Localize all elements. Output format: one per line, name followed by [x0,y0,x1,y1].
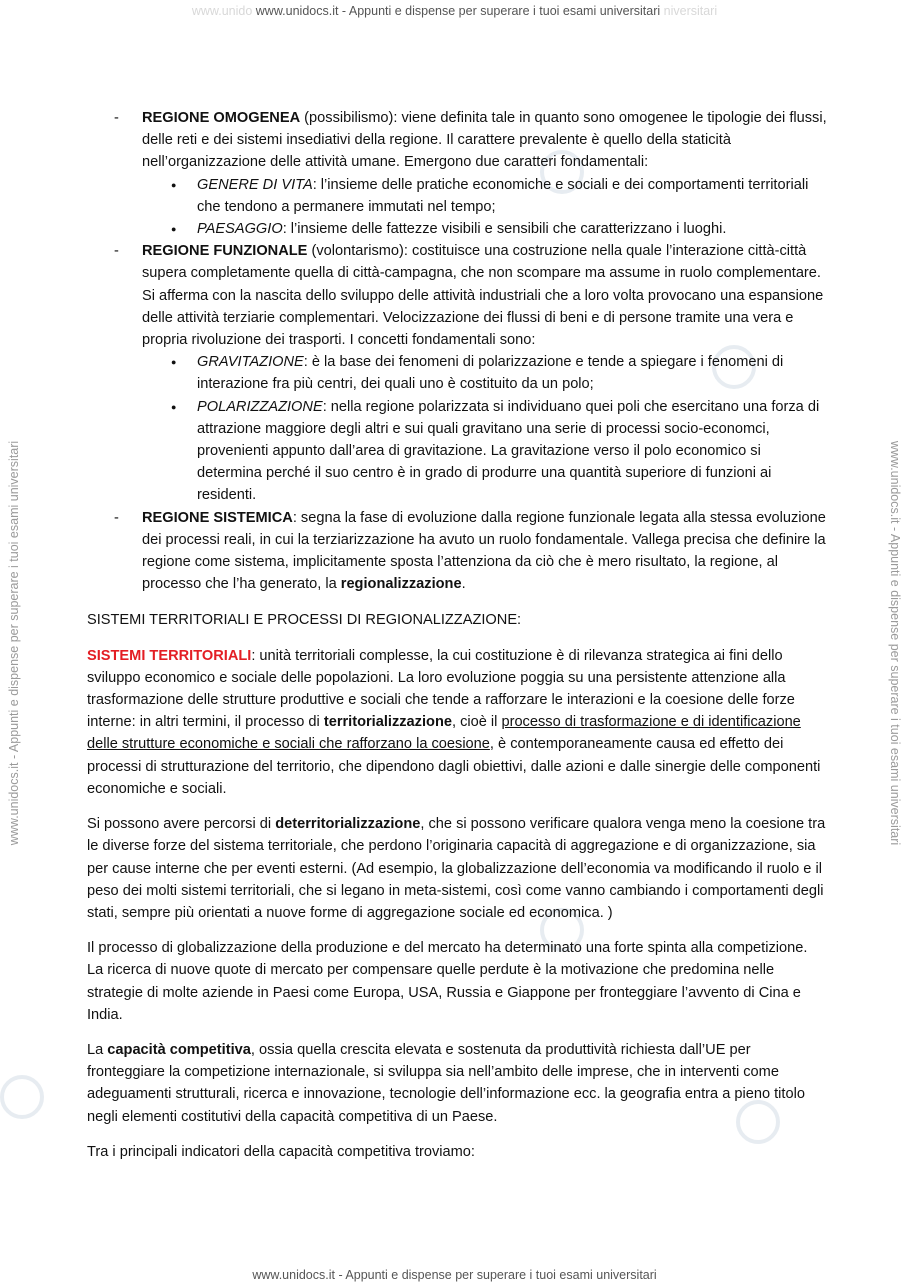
dash-marker: - [114,509,119,526]
bullet-paesaggio [142,218,827,240]
bullet-genere-di-vita [142,174,827,218]
text-regione-omogenea: (possibilismo): viene definita tale in quanto sono omogenee le tipologie dei flussi, delle reti e dei sistemi insediativi della regione. Il carattere prevalente è quello della staticità nell’organizzazione delle attività umane. Emergono due caratteri fondamentali: [142,110,827,171]
header-ghost-left: www.unido [191,4,253,18]
bullet-list-funzionale [87,351,827,506]
term-capacita-competitiva: capacità competitiva [107,1041,251,1058]
page-footer [0,1268,909,1282]
footer-text[interactable]: www.unidocs.it - Appunti e dispense per superare i tuoi esami universitari [252,1268,657,1282]
text-p2-b: , che si possono verificare qualora venga meno la coesione tra le diverse forze del sistema territoriale, che perdono l’originaria capacità di aggregazione e di organizzazione, sia per cause interne che per eventi esterni. (Ad esempio, la globalizzazione dell’economia va modificando il ruolo e il peso dei molti sistemi territoriali, che si legano in meta-sistemi, così come vanno cambiando i comportamenti degli stati, sempre più orientati a nuove forme di aggregazione sociale ed economica. ) [87,816,826,921]
period: . [461,576,466,593]
watermark-logo-icon [0,1075,44,1119]
underlined-definition: processo di trasformazione e di identificazione delle strutture economiche e sociali che rafforzano la coesione [87,714,801,753]
header-ghost-right: niversitari [663,4,718,18]
dash-marker: - [114,243,119,260]
page-header [0,4,909,18]
text-gravitazione: : è la base dei fenomeni di polarizzazione e tende a spiegare i fenomeni di interazione fra più centri, dei quali uno è costituito da un polo; [197,354,784,393]
text-p1-c: , è contemporaneamente causa ed effetto dei processi di strutturazione del territorio, che dipendono dagli obiettivi, dalle azioni e dalle sinergie delle componenti economiche e sociali. [87,736,821,797]
text-polarizzazione: : nella regione polarizzata si individuano quei poli che esercitano una forza di attrazione maggiore degli altri e sui quali gravitano una serie di processi socio-economci, provenienti appunto dall’area di gravitazione. La gravitazione verso il polo economico si determina perché il suo centro è in grado di produrre una quantità superiore di funzioni ai residenti. [197,398,820,504]
text-p2-a: Si possono avere percorsi di [87,816,276,833]
paragraph-globalizzazione: Il processo di globalizzazione della produzione e del mercato ha determinato una forte spinta alla competizione. La ricerca di nuove quote di mercato per compensare quelle perdute è la motivazione che predomina nelle strategie di molte aziende in Paesi come Europa, USA, Russia e Giappone per fronteggiare l’avvento di Cina e India. [87,940,808,1023]
term-deterritorializzazione: deterritorializzazione [275,816,421,833]
term-gravitazione: GRAVITAZIONE [197,354,304,371]
term-genere-di-vita: GENERE DI VITA [197,176,313,193]
bullet-list-omogenea [87,174,827,241]
term-regione-funzionale: REGIONE FUNZIONALE [142,243,308,260]
text-regione-funzionale: (volontarismo): costituisce una costruzione nella quale l’interazione città-città supera completamente quella di città-campagna, che non scompare ma assume in ruolo complementare. Si afferma con la nascita dello sviluppo delle attività industriali che a loro volta provocano una espansione delle attività terziarie complementari. Velocizzazione dei flussi di beni e di persone tramite una vera e propria rivoluzione dei trasporti. I concetti fondamentali sono: [142,243,824,349]
dash-marker: - [114,110,119,126]
term-territorializzazione: territorializzazione [323,714,452,731]
section-title: SISTEMI TERRITORIALI E PROCESSI DI REGIONALIZZAZIONE: [87,612,522,629]
list-item-regione-omogenea [87,107,827,174]
bullet-gravitazione [142,351,827,395]
paragraph-sistemi-territoriali [87,645,827,800]
paragraph-capacita-competitiva [87,1039,827,1128]
term-polarizzazione: POLARIZZAZIONE [197,398,323,415]
term-regione-omogenea: REGIONE OMOGENEA [142,110,301,126]
text-genere-di-vita: : l’insieme delle pratiche economiche e sociali e dei comportamenti territoriali che tendono a permanere immutati nel tempo; [197,176,809,215]
term-paesaggio: PAESAGGIO [197,221,283,238]
text-p4-b: , ossia quella crescita elevata e sostenuta da produttività richiesta dall’UE per fronteggiare la competizione internazionale, si sviluppa sia nell’ambito delle imprese, che in interventi come adeguamenti strutturali, ricerca e innovazione, tecnologie dell’informazione ecc. la geografia entra a pieno titolo negli elementi costitutivi della capacità competitiva di un Paese. [87,1041,805,1125]
term-regione-sistemica: REGIONE SISTEMICA [142,509,293,526]
text-regione-sistemica: : segna la fase di evoluzione dalla regione funzionale legata alla stessa evoluzione dei processi reali, in cui la terziarizzazione ha avuto un ruolo fondamentale. Vallega precisa che definire la regione come sistema, implicitamente sposta l’attenziona da ciò che è mero risultato, la regione, al processo che l’ha generato, la [142,509,826,593]
text-p4-a: La [87,1041,108,1058]
text-paesaggio: : l’insieme delle fattezze visibili e sensibili che caratterizzano i luoghi. [282,221,727,238]
paragraph-deterritorializzazione [87,813,827,924]
term-regionalizzazione: regionalizzazione [340,576,462,593]
list-item-regione-sistemica [87,507,827,596]
text-p1-b: , cioè il [451,714,502,731]
side-watermark-left: www.unidocs.it - Appunti e dispense per superare i tuoi esami universitari [7,440,21,846]
header-text[interactable]: www.unidocs.it - Appunti e dispense per superare i tuoi esami universitari [255,4,661,18]
document-body [87,107,827,1163]
list-item-regione-funzionale [87,240,827,351]
text-p1-a: : unità territoriali complesse, la cui costituzione è di rilevanza strategica ai fini dello sviluppo economico e sociale delle popolazioni. La loro evoluzione poggia su una persistente attenzione alla trasformazione delle strutture produttive e sociali che tende a rafforzare le interazioni e la coesione delle forze interne: in altri termini, il processo di [87,647,795,731]
bullet-polarizzazione [142,396,827,507]
paragraph-indicatori: Tra i principali indicatori della capacità competitiva troviamo: [87,1143,475,1160]
side-watermark-right: www.unidocs.it - Appunti e dispense per superare i tuoi esami universitari [888,440,902,846]
term-sistemi-territoriali: SISTEMI TERRITORIALI [87,647,252,664]
